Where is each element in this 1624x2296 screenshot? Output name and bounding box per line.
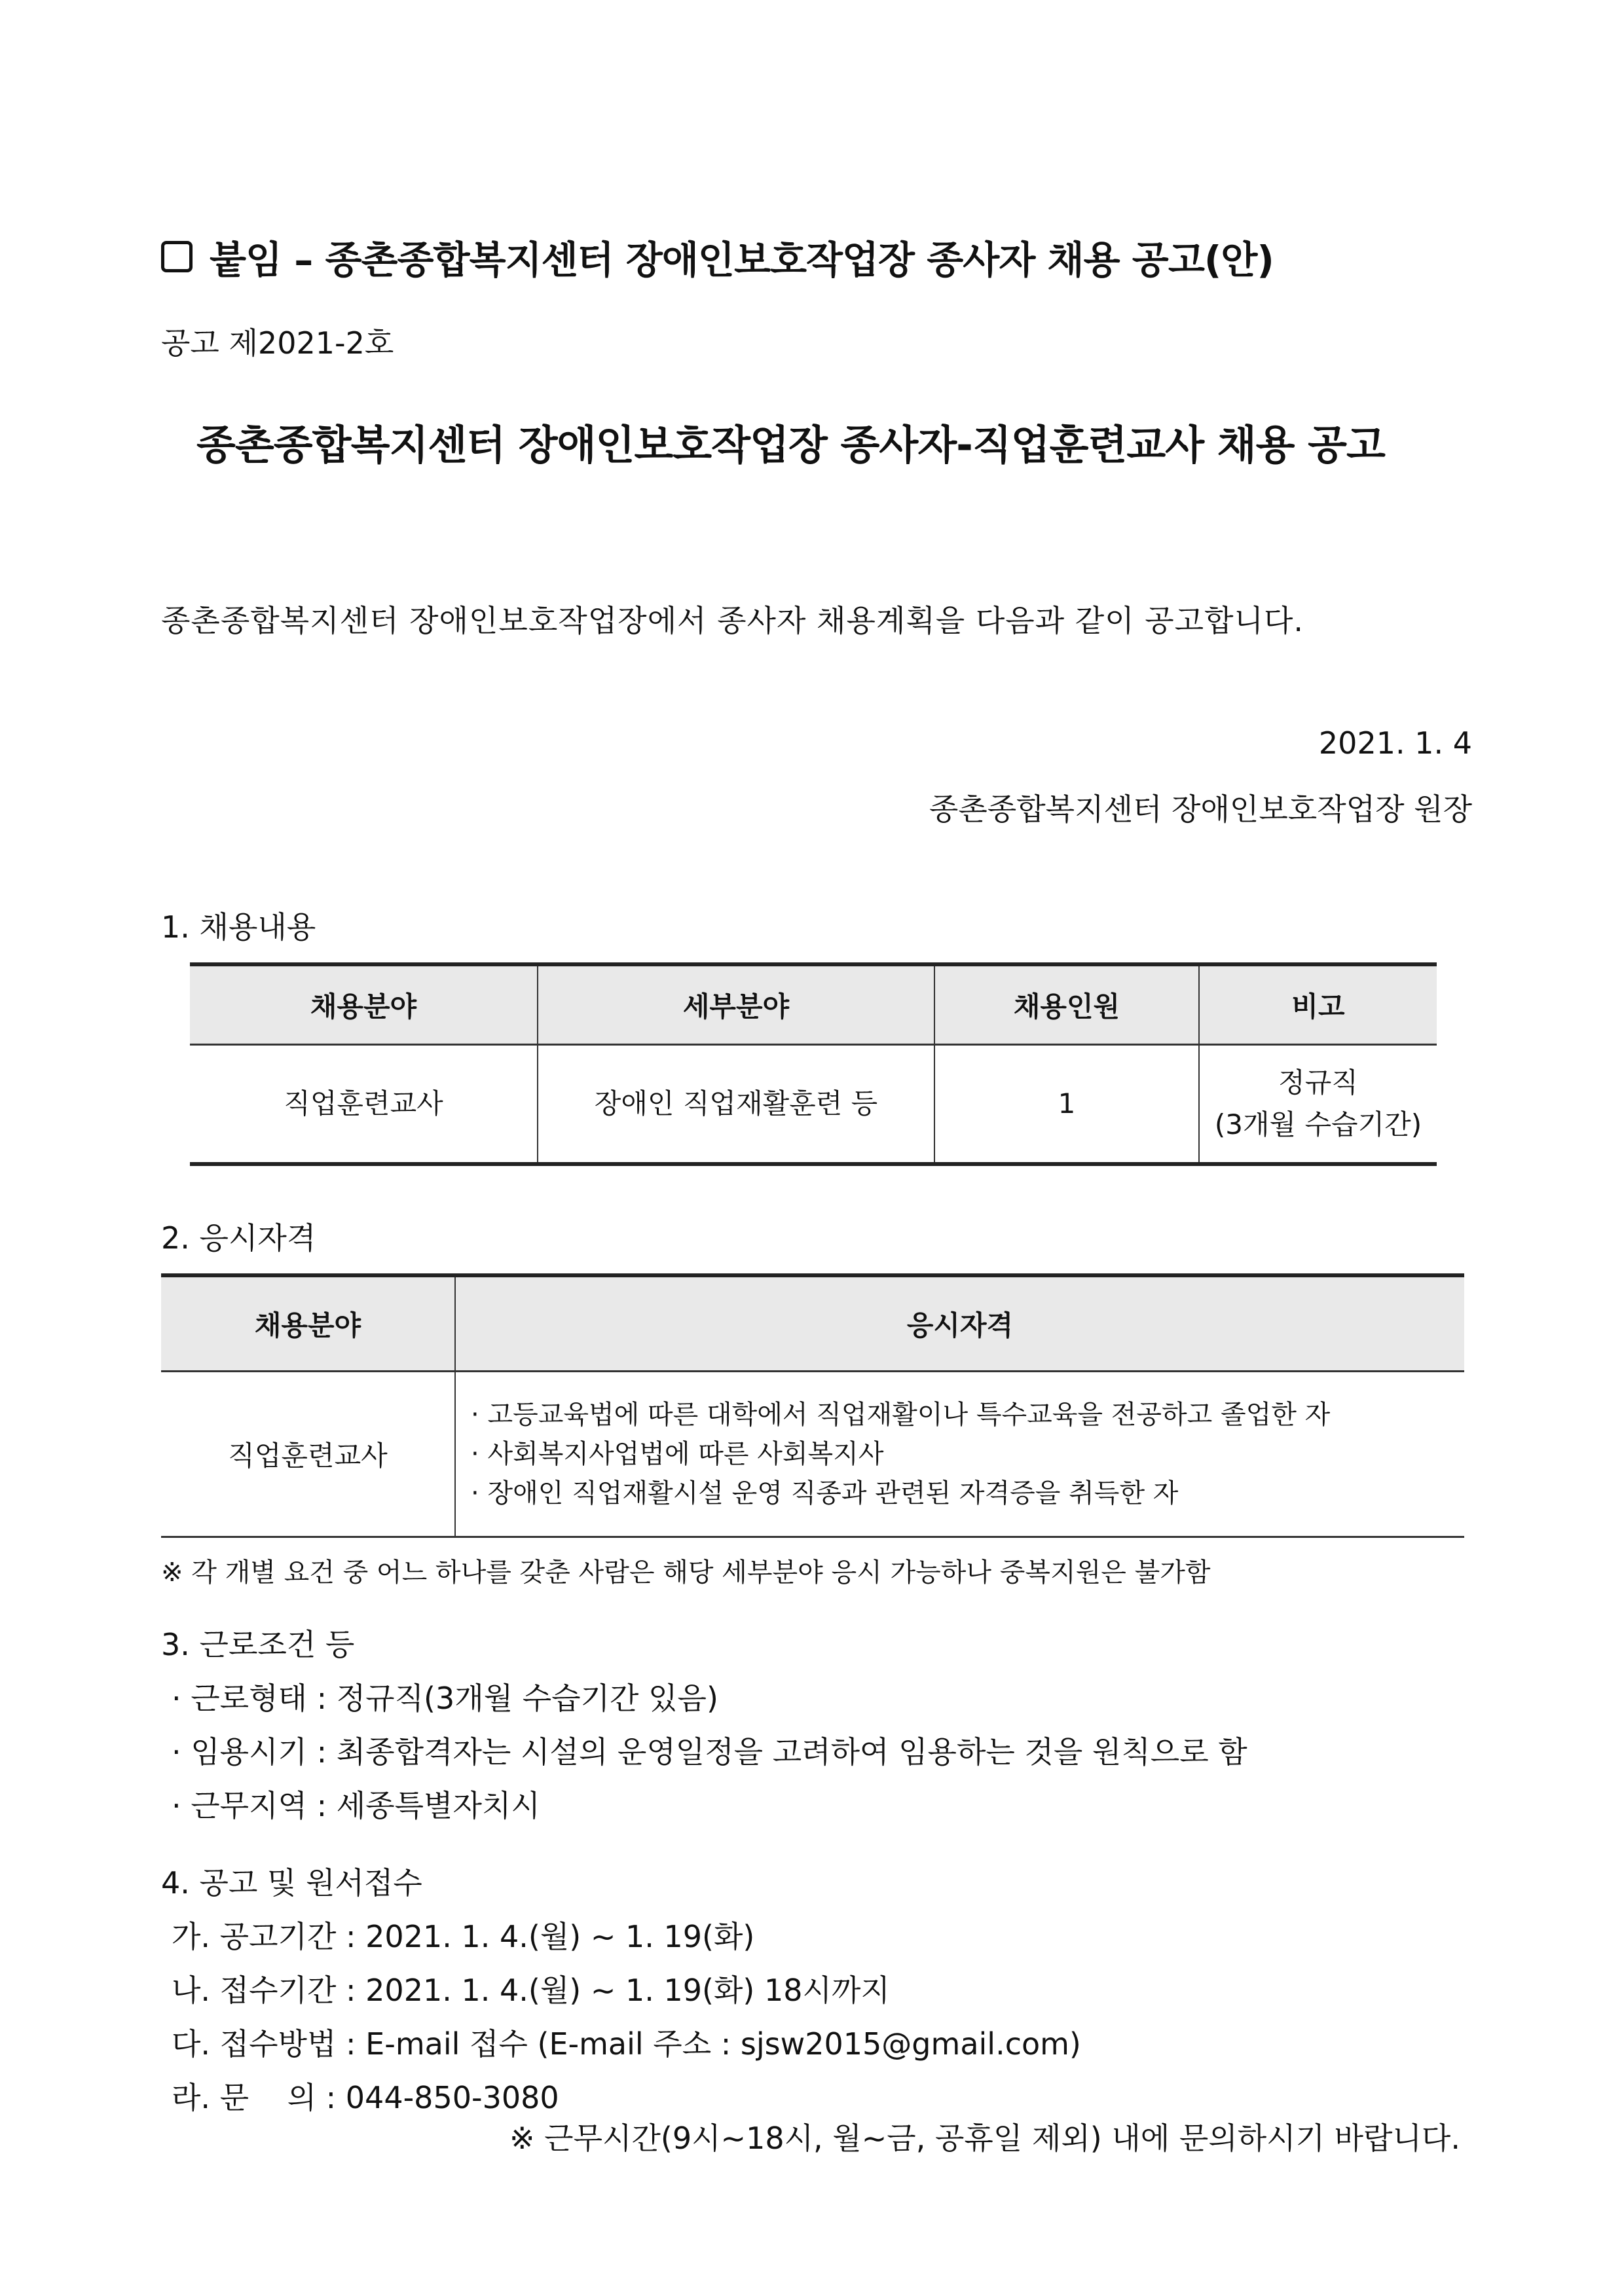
table-row bbox=[190, 1045, 1437, 1165]
checkbox-icon bbox=[161, 241, 193, 272]
page-title: 종촌종합복지센터 장애인보호작업장 종사자-직업훈련교사 채용 공고 bbox=[196, 421, 1385, 469]
list-item: 라. 문 의 : 044-850-3080 bbox=[172, 2080, 559, 2115]
attachment-title bbox=[161, 229, 1274, 284]
signer: 종촌종합복지센터 장애인보호작업장 원장 bbox=[929, 792, 1472, 827]
table-header: 채용인원 bbox=[934, 964, 1199, 1045]
list-item: 나. 접수기간 : 2021. 1. 4.(월) ~ 1. 19(화) 18시까지 bbox=[172, 1973, 890, 2008]
qualification-list bbox=[456, 1395, 1464, 1513]
table-row bbox=[161, 1372, 1464, 1537]
section4-heading: 4. 공고 및 원서접수 bbox=[161, 1865, 422, 1901]
note-line1: 정규직 bbox=[1278, 1066, 1358, 1099]
note-line2: (3개월 수습기간) bbox=[1214, 1108, 1422, 1140]
cell-note bbox=[1199, 1045, 1437, 1165]
recruitment-table bbox=[190, 962, 1437, 1166]
list-item: 가. 공고기간 : 2021. 1. 4.(월) ~ 1. 19(화) bbox=[172, 1919, 755, 1954]
notice-number: 공고 제2021-2호 bbox=[161, 325, 394, 361]
list-item: · 근무지역 : 세종특별자치시 bbox=[172, 1782, 540, 1825]
cell-field: 직업훈련교사 bbox=[284, 1087, 443, 1120]
list-item: · 임용시기 : 최종합격자는 시설의 운영일정을 고려하여 임용하는 것을 원칙으로 함 bbox=[172, 1728, 1247, 1772]
cell-count: 1 bbox=[934, 1045, 1199, 1165]
section1-heading: 1. 채용내용 bbox=[161, 909, 316, 945]
table-header: 세부분야 bbox=[538, 964, 934, 1045]
qualification-table bbox=[161, 1273, 1464, 1538]
table-header-row bbox=[161, 1275, 1464, 1372]
cell-detail: 장애인 직업재활훈련 등 bbox=[538, 1045, 934, 1165]
cell-qualifications bbox=[455, 1372, 1464, 1537]
list-item: · 고등교육법에 따른 대학에서 직업재활이나 특수교육을 전공하고 졸업한 자 bbox=[471, 1395, 1464, 1434]
table-header: 채용분야 bbox=[161, 1275, 455, 1372]
list-item: · 장애인 직업재활시설 운영 직종과 관련된 자격증을 취득한 자 bbox=[471, 1474, 1464, 1513]
section3-heading: 3. 근로조건 등 bbox=[161, 1627, 355, 1662]
notice-date: 2021. 1. 4 bbox=[1318, 725, 1472, 761]
cell-field: 직업훈련교사 bbox=[228, 1440, 388, 1472]
list-item: · 사회복지사업법에 따른 사회복지사 bbox=[471, 1434, 1464, 1474]
list-item: 다. 접수방법 : E-mail 접수 (E-mail 주소 : sjsw2015@gmail.com) bbox=[172, 2026, 1081, 2062]
intro-text: 종촌종합복지센터 장애인보호작업장에서 종사자 채용계획을 다음과 같이 공고합니다. bbox=[161, 603, 1304, 638]
table-header-row bbox=[190, 964, 1437, 1045]
table-header: 응시자격 bbox=[455, 1275, 1464, 1372]
table-header: 채용분야 bbox=[190, 964, 538, 1045]
qualification-note: ※ 각 개별 요건 중 어느 하나를 갖춘 사람은 해당 세부분야 응시 가능하나 중복지원은 불가함 bbox=[161, 1558, 1211, 1588]
table-header: 비고 bbox=[1199, 964, 1437, 1045]
closing-note: ※ 근무시간(9시~18시, 월~금, 공휴일 제외) 내에 문의하시기 바랍니다. bbox=[509, 2121, 1460, 2156]
list-item: · 근로형태 : 정규직(3개월 수습기간 있음) bbox=[172, 1675, 718, 1718]
attachment-title-text: 붙임 – 종촌종합복지센터 장애인보호작업장 종사자 채용 공고(안) bbox=[210, 238, 1274, 282]
section2-heading: 2. 응시자격 bbox=[161, 1220, 316, 1256]
